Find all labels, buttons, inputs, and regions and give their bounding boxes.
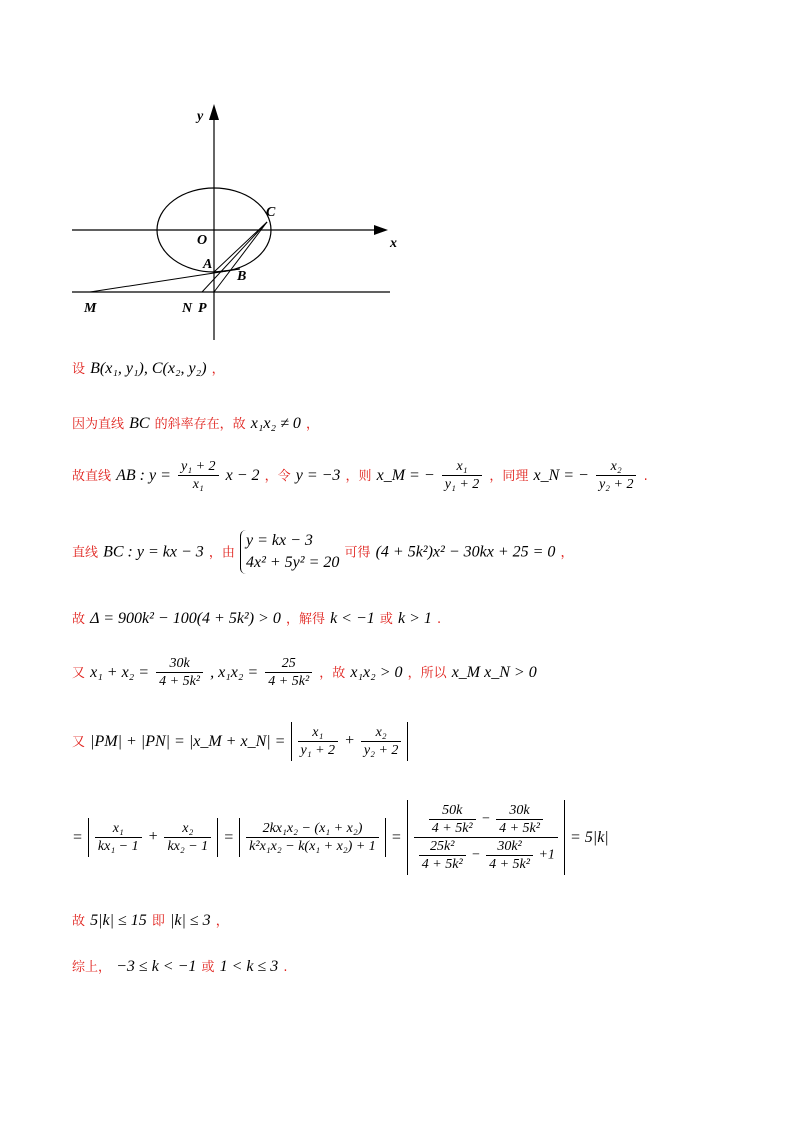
text: 或 [201,960,215,975]
numerator: x₂ [375,725,387,740]
label-o: O [197,233,208,248]
result: = 5|k| [570,829,609,846]
plus-sign: + [344,732,355,750]
label-p: P [198,301,207,316]
y-axis-arrow [209,104,219,120]
math: x_N = − [533,467,589,484]
label-b: B [237,269,247,284]
numerator: 2kx₁x₂ − (x₁ + x₂) [262,821,363,836]
denominator: 4 + 5k² [265,672,312,690]
x-axis-arrow [374,225,388,235]
fraction [265,655,312,690]
label-x: x [390,236,397,251]
denominator: y₂ + 2 [361,741,402,759]
numerator: 30k [509,803,530,818]
text: ，解得 [285,612,325,627]
text: 又 [72,666,86,681]
text: ，令 [264,469,291,484]
math-b-c-coords: B(x₁, y₁), C(x₂, y₂) [90,360,207,377]
line-9 [72,910,229,930]
minus-sign: − [481,811,491,827]
denominator: x₁ [178,475,219,493]
denominator: 4 + 5k² [419,855,466,873]
denominator: k²x₁x₂ − k(x₁ + x₂) + 1 [246,837,379,855]
math: 1 < k ≤ 3 [219,958,279,975]
line-8 [72,800,609,875]
line-mb [90,269,240,292]
text: ，所以 [407,666,447,681]
label-y: y [197,109,204,124]
math: |k| ≤ 3 [170,912,211,929]
text: . [436,612,442,627]
absolute-value [239,818,386,857]
text: ，由 [208,545,235,561]
denominator: y₁ + 2 [298,741,339,759]
denominator: 4 + 5k² [486,855,533,873]
numerator: x₂ [182,821,194,836]
text: ，则 [345,469,372,484]
text-she: 设 [72,362,86,377]
math: |PM| + |PN| = |x_M + x_N| = [90,733,286,750]
math: k > 1 [397,610,432,627]
line-5 [72,608,441,628]
fraction [156,655,203,690]
numerator: y₁ + 2 [180,459,216,474]
text: ，故 [319,666,346,681]
math: k < −1 [330,610,375,627]
numerator: x₁ [456,459,468,474]
absolute-value [291,722,409,761]
line-1 [72,358,225,378]
text: 综上， [72,960,112,975]
fraction [496,802,543,837]
label-m: M [84,301,97,316]
line-3 [72,458,648,493]
line-2 [72,413,319,433]
equals: = [390,829,402,846]
text: 或 [379,612,393,627]
fraction [246,820,379,855]
numerator: x₁ [112,821,124,836]
plus-one: +1 [538,847,555,863]
text: ， [305,417,319,432]
math: x₁x₂ ≠ 0 [250,415,301,432]
minus-sign: − [471,847,481,863]
denominator: kx₁ − 1 [95,837,142,855]
math: y = −3 [295,467,341,484]
geometry-figure [70,100,410,345]
text: 的斜率存在，故 [154,417,246,432]
denominator: y₁ + 2 [442,475,483,493]
compound-fraction [414,802,558,873]
math: 5|k| ≤ 15 [90,912,147,929]
absolute-value [88,818,218,857]
fraction [95,820,142,855]
text: ，同理 [489,469,529,484]
math: x_M = − [376,467,435,484]
denominator: 4 + 5k² [156,672,203,690]
math: (4 + 5k²)x² − 30kx + 25 = 0 [375,543,556,561]
fraction [442,458,483,493]
label-a: A [203,257,213,272]
text: 即 [151,914,165,929]
fraction [178,458,219,493]
equals: = [72,829,83,846]
fraction [486,838,533,873]
math: x − 2 [225,467,260,484]
equation-system [240,530,339,574]
math: −3 ≤ k < −1 [116,958,197,975]
fraction [361,724,402,759]
line-10 [72,956,288,976]
fraction [429,802,476,837]
numerator: x₁ [312,725,324,740]
text: 故直线 [72,469,112,484]
numerator: 50k [442,803,463,818]
math: x₁x₂ > 0 [350,664,403,681]
text: 可得 [344,545,371,561]
denominator: kx₂ − 1 [164,837,211,855]
numerator: x₂ [610,459,622,474]
text: . [283,960,288,975]
absolute-value [407,800,565,875]
system-eq-1: y = kx − 3 [245,532,313,549]
text: 因为直线 [72,417,125,432]
denominator: 4 + 5k² [429,819,476,837]
label-n: N [182,301,193,316]
fraction [164,820,211,855]
fraction [596,458,637,493]
denominator: 4 + 5k² [496,819,543,837]
math: x₁ + x₂ = [90,664,150,681]
denominator: y₂ + 2 [596,475,637,493]
equals: = [223,829,235,846]
text: 故 [72,914,86,929]
math: Δ = 900k² − 100(4 + 5k²) > 0 [90,610,281,627]
text: 又 [72,735,86,750]
text: 故 [72,612,86,627]
math: BC : y = kx − 3 [103,543,204,561]
text: ， [215,914,229,929]
line-7 [72,722,408,761]
fraction [298,724,339,759]
math: , x₁x₂ = [210,664,259,681]
compound-denominator [414,837,558,873]
text-comma: ， [211,362,225,377]
math: AB : y = [116,467,171,484]
line-6 [72,655,537,690]
text: ， [560,545,574,561]
plus-sign: + [147,828,159,846]
line-4 [72,530,574,574]
text: 直线 [72,545,99,561]
label-c: C [266,205,276,220]
math: x_M x_N > 0 [451,664,537,681]
numerator: 25 [281,656,296,671]
numerator: 25k² [430,839,455,854]
numerator: 30k [169,656,190,671]
numerator: 30k² [497,839,522,854]
math: BC [129,415,150,432]
text: . [643,469,648,484]
fraction [419,838,466,873]
compound-numerator [414,802,558,837]
system-eq-2: 4x² + 5y² = 20 [245,554,340,571]
